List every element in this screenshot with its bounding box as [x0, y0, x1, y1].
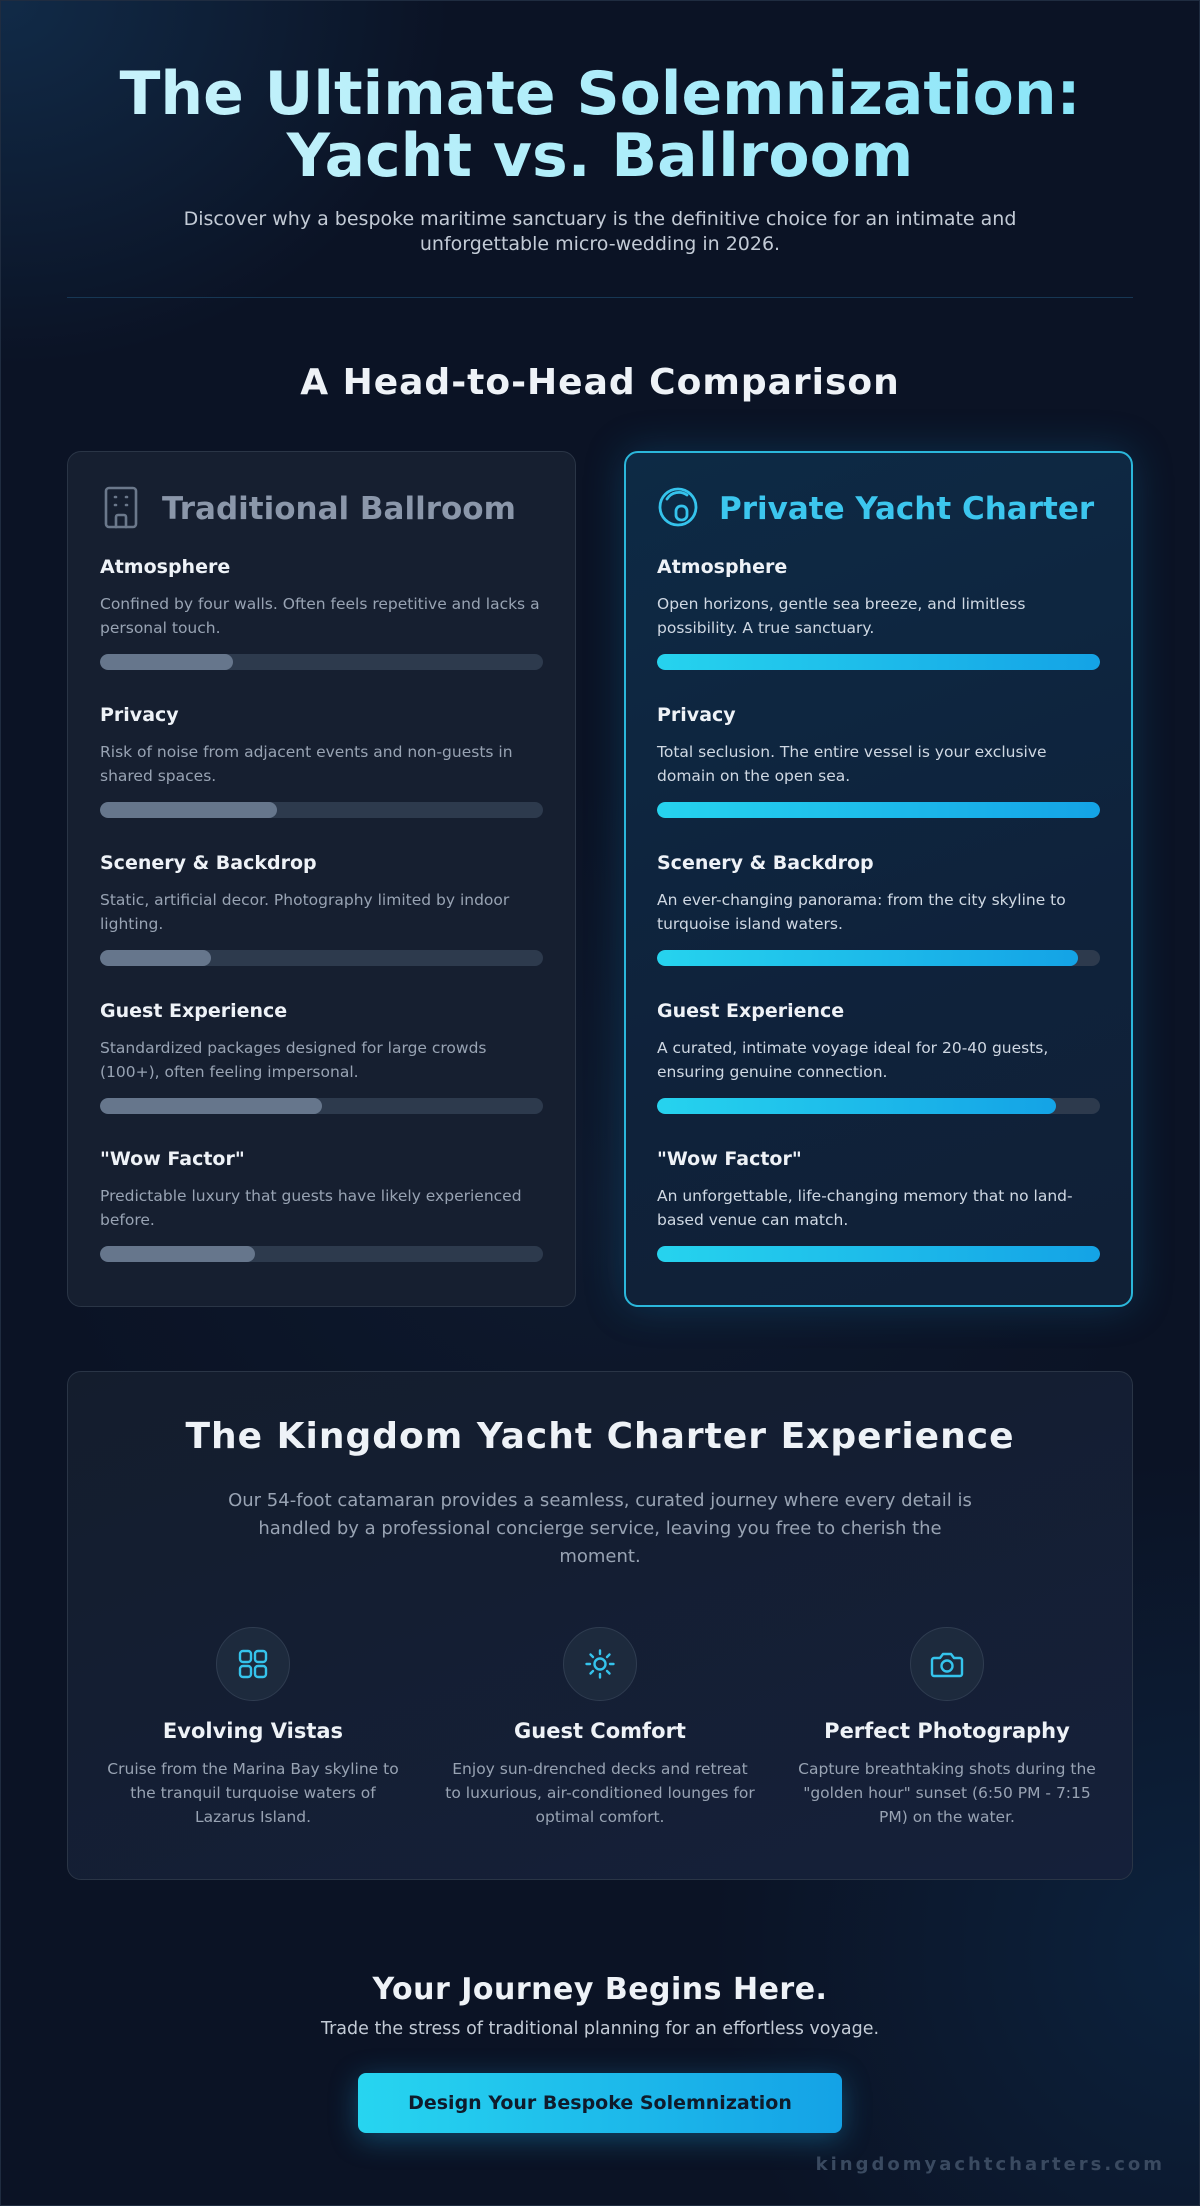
metric-description: An ever-changing panorama: from the city skyline to turquoise island waters.: [657, 891, 1066, 933]
hero-divider: [67, 297, 1133, 298]
metric-label: Atmosphere: [657, 556, 788, 578]
page-title: [1, 59, 1199, 191]
score-bar-fill: [100, 950, 211, 966]
score-bar: [100, 1098, 543, 1114]
score-bar-fill: [100, 1246, 255, 1262]
comparison-section: [67, 451, 1133, 1307]
feature-perfect-photography: [792, 1627, 1102, 1829]
metric-label: Privacy: [657, 704, 736, 726]
feature-title: Guest Comfort: [514, 1719, 686, 1743]
ballroom-metric-row: [100, 556, 543, 704]
metric-label: Scenery & Backdrop: [100, 852, 317, 874]
metric-label: Guest Experience: [100, 1000, 288, 1022]
feature-description: Capture breathtaking shots during the "golden hour" sunset (6:50 PM - 7:15 PM) on the water.: [798, 1760, 1096, 1826]
cta-subtitle: Trade the stress of traditional planning for an effortless voyage.: [320, 2019, 880, 2039]
yacht-card: [624, 451, 1133, 1307]
ballroom-card: [67, 451, 576, 1307]
metric-label: Atmosphere: [100, 556, 231, 578]
ballroom-metrics: [100, 556, 543, 1296]
feature-title: Perfect Photography: [824, 1719, 1070, 1743]
grid-icon: [216, 1627, 290, 1701]
comparison-heading: A Head-to-Head Comparison: [300, 362, 900, 403]
ballroom-card-header: [100, 482, 543, 536]
yacht-metric-row: [657, 556, 1100, 704]
ballroom-metric-row: [100, 704, 543, 852]
feature-guest-comfort: [445, 1627, 755, 1829]
cta-section: [1, 1972, 1199, 2133]
metric-label: "Wow Factor": [100, 1148, 245, 1170]
metric-description: An unforgettable, life-changing memory that no land-based venue can match.: [657, 1187, 1073, 1229]
score-bar-fill: [657, 802, 1100, 818]
metric-description: Total seclusion. The entire vessel is your exclusive domain on the open sea.: [657, 743, 1047, 785]
feature-description: Enjoy sun-drenched decks and retreat to luxurious, air-conditioned lounges for optimal comfort.: [445, 1760, 755, 1826]
score-bar: [657, 802, 1100, 818]
metric-label: Scenery & Backdrop: [657, 852, 874, 874]
yacht-metric-row: [657, 1148, 1100, 1296]
design-solemnization-button[interactable]: Design Your Bespoke Solemnization: [358, 2073, 842, 2133]
score-bar-fill: [100, 1098, 322, 1114]
score-bar: [100, 802, 543, 818]
ballroom-card-title: Traditional Ballroom: [162, 491, 516, 527]
sun-icon: [563, 1627, 637, 1701]
score-bar: [657, 1098, 1100, 1114]
metric-description: Standardized packages designed for large crowds (100+), often feeling impersonal.: [100, 1039, 487, 1081]
metric-description: Risk of noise from adjacent events and non-guests in shared spaces.: [100, 743, 513, 785]
feature-title: Evolving Vistas: [162, 1719, 344, 1743]
page-title-line-1: The Ultimate Solemnization:: [119, 59, 1081, 129]
life-ring-icon: [657, 485, 719, 533]
feature-list: [98, 1627, 1102, 1829]
score-bar-fill: [100, 654, 233, 670]
score-bar-fill: [657, 1246, 1100, 1262]
hero: [1, 1, 1199, 298]
score-bar-fill: [657, 1098, 1056, 1114]
score-bar: [657, 1246, 1100, 1262]
score-bar: [100, 1246, 543, 1262]
score-bar: [100, 950, 543, 966]
experience-section: [67, 1371, 1133, 1880]
watermark: kingdomyachtcharters.com: [815, 2154, 1165, 2175]
metric-description: Open horizons, gentle sea breeze, and limitless possibility. A true sanctuary.: [657, 595, 1026, 637]
experience-title: The Kingdom Yacht Charter Experience: [185, 1416, 1015, 1457]
yacht-card-header: [657, 482, 1100, 536]
feature-evolving-vistas: [98, 1627, 408, 1829]
score-bar: [100, 654, 543, 670]
yacht-metric-row: [657, 1000, 1100, 1148]
yacht-card-title: Private Yacht Charter: [719, 491, 1095, 527]
feature-description: Cruise from the Marina Bay skyline to the tranquil turquoise waters of Lazarus Island.: [107, 1760, 399, 1826]
score-bar-fill: [657, 654, 1100, 670]
metric-description: Static, artificial decor. Photography limited by indoor lighting.: [100, 891, 510, 933]
score-bar-fill: [657, 950, 1078, 966]
ballroom-metric-row: [100, 1000, 543, 1148]
metric-description: Confined by four walls. Often feels repetitive and lacks a personal touch.: [100, 595, 540, 637]
cta-title: Your Journey Begins Here.: [372, 1972, 828, 2007]
yacht-metrics: [657, 556, 1100, 1296]
score-bar-fill: [100, 802, 277, 818]
experience-subtitle: Our 54-foot catamaran provides a seamless, curated journey where every detail is handled by a professional concierge service, leaving you free to cherish the moment.: [228, 1490, 972, 1567]
hero-subtitle: Discover why a bespoke maritime sanctuary is the definitive choice for an intimate and unforgettable micro-wedding in 2026.: [183, 208, 1017, 255]
metric-label: "Wow Factor": [657, 1148, 802, 1170]
ballroom-metric-row: [100, 852, 543, 1000]
yacht-metric-row: [657, 852, 1100, 1000]
ballroom-metric-row: [100, 1148, 543, 1296]
metric-label: Privacy: [100, 704, 179, 726]
yacht-metric-row: [657, 704, 1100, 852]
camera-icon: [910, 1627, 984, 1701]
building-icon: [100, 485, 162, 533]
metric-description: A curated, intimate voyage ideal for 20-40 guests, ensuring genuine connection.: [657, 1039, 1049, 1081]
score-bar: [657, 950, 1100, 966]
metric-description: Predictable luxury that guests have likely experienced before.: [100, 1187, 522, 1229]
score-bar: [657, 654, 1100, 670]
page-title-line-2: Yacht vs. Ballroom: [286, 121, 914, 191]
metric-label: Guest Experience: [657, 1000, 845, 1022]
